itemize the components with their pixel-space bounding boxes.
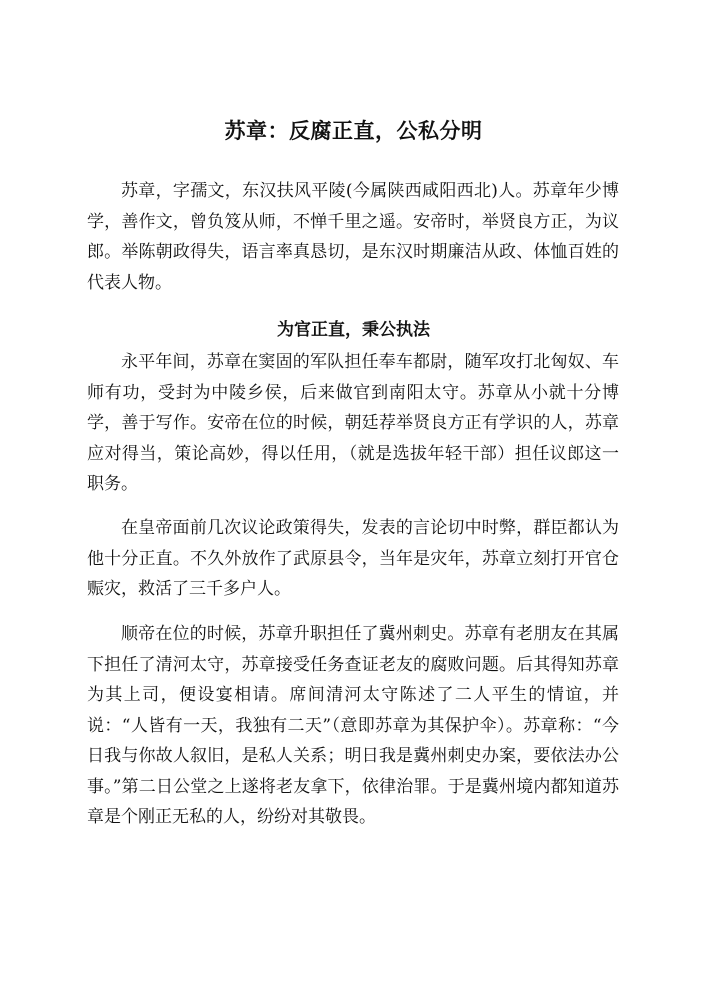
body-paragraph: 永平年间，苏章在窦固的军队担任奉车都尉，随军攻打北匈奴、车师有功，受封为中陵乡侯，后来做官到南阳太守。苏章从小就十分博学，善于写作。安帝在位的时候，朝廷荐举贤良方正有学识的人，苏章应对得当，策论高妙，得以任用，（就是选拔年轻干部）担任议郎这一职务。	[87, 352, 619, 494]
body-paragraph: 在皇帝面前几次议论政策得失，发表的言论切中时弊，群臣都认为他十分正直。不久外放作了武原县令，当年是灾年，苏章立刻打开官仓赈灾，救活了三千多户人。	[87, 518, 619, 599]
body-paragraph: 顺帝在位的时候，苏章升职担任了冀州刺史。苏章有老朋友在其属下担任了清河太守，苏章接受任务查证老友的腐败问题。后其得知苏章为其上司，便设宴相请。席间清河太守陈述了二人平生的情谊，并说：“人皆有一天，我独有二天”（意即苏章为其保护伞）。苏章称：“今日我与你故人叙旧，是私人关系；明日我是冀州刺史办案，要依法办公事。”第二日公堂之上遂将老友拿下，依律治罪。于是冀州境内都知道苏章是个刚正无私的人，纷纷对其敬畏。	[87, 624, 619, 827]
document-title: 苏章：反腐正直，公私分明	[224, 118, 483, 143]
intro-paragraph: 苏章，字孺文，东汉扶风平陵(今属陕西咸阳西北)人。苏章年少博学，善作文，曾负笈从师，不惮千里之遥。安帝时，举贤良方正，为议郎。举陈朝政得失，语言率真恳切，是东汉时期廉洁从政、体恤百姓的代表人物。	[87, 181, 619, 293]
section-heading: 为官正直，秉公执法	[277, 320, 430, 340]
